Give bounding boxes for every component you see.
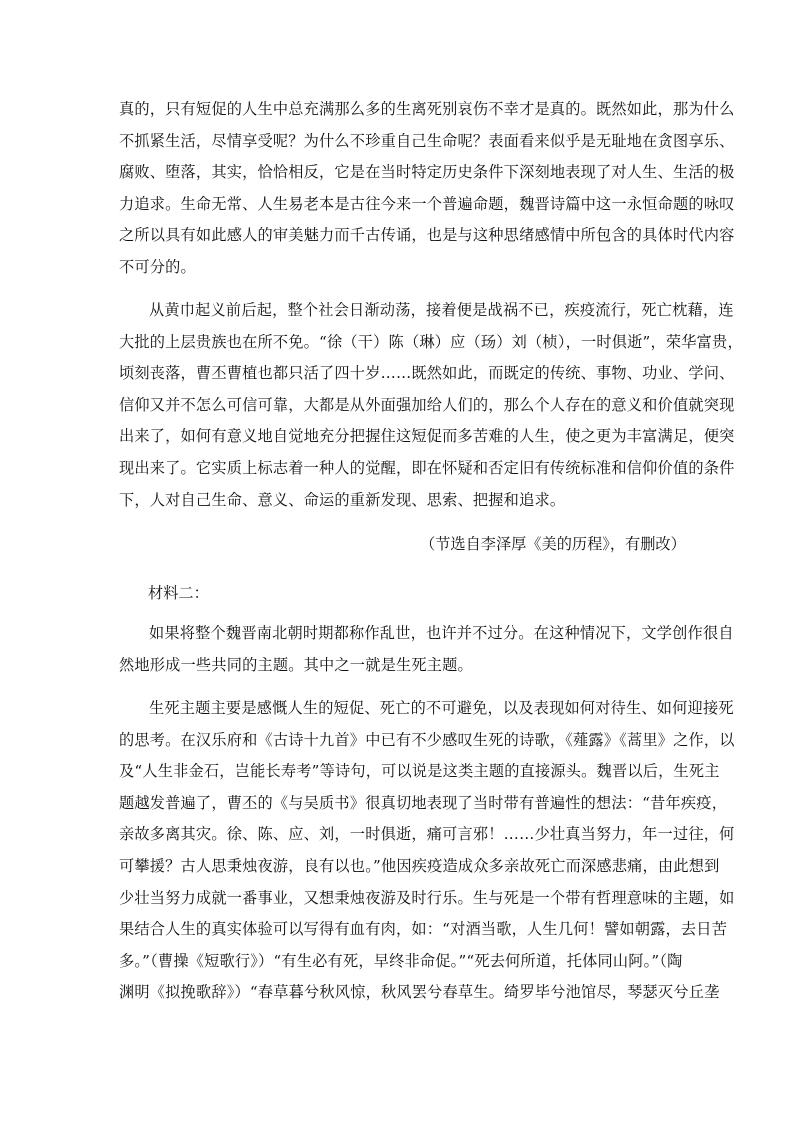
text-line: 腐败、堕落，其实，恰恰相反，它是在当时特定历史条件下深刻地表现了对人生、生活的极 <box>119 163 735 182</box>
text-line: 真的，只有短促的人生中总充满那么多的生离死别哀伤不幸才是真的。既然如此，那为什么 <box>119 100 735 118</box>
material-label: 材料二： <box>148 584 209 602</box>
text-line: 亲故多离其灾。徐、陈、应、刘，一时俱逝，痛可言邪！……少壮真当努力，年一过往，何 <box>119 825 735 844</box>
text-line: 的思考。在汉乐府和《古诗十九首》中已有不少感叹生死的诗歌，《薤露》《蒿里》之作，以 <box>119 730 735 749</box>
paragraph-2 <box>119 295 743 516</box>
text-line: 大批的上层贵族也在所不免。“徐（干）陈（琳）应（玚）刘（桢），一时俱逝”，荣华富贵， <box>119 332 743 351</box>
text-line: 果结合人生的真实体验可以写得有血有肉，如：“对酒当歌，人生几何！譬如朝露，去日苦 <box>119 920 728 939</box>
text-line: 从黄巾起义前后起，整个社会日渐动荡，接着便是战祸不已，疾疫流行，死亡枕藉，连 <box>149 301 734 319</box>
paragraph-1 <box>119 94 735 284</box>
text-line: 出来了，如何有意义地自觉地充分把握住这短促而多苦难的人生，使之更为丰富满足，便突 <box>119 427 735 446</box>
text-line: 可攀援？古人思秉烛夜游，良有以也。”他因疾疫造成众多亲故死亡而深感悲痛，由此想到 <box>119 856 720 875</box>
text-line: 不可分的。 <box>119 257 196 276</box>
text-line: 力追求。生命无常、人生易老本是古往今来一个普遍命题，魏晋诗篇中这一永恒命题的咏叹 <box>119 194 735 213</box>
text-line: 题越发普遍了，曹丕的《与吴质书》很真切地表现了当时带有普遍性的想法：“昔年疾疫， <box>119 793 728 812</box>
paragraph-3 <box>119 618 734 681</box>
text-line: 渊明《拟挽歌辞》）“春草暮兮秋风惊，秋风罢兮春草生。绮罗毕兮池馆尽，琴瑟灭兮丘垄 <box>119 983 720 1002</box>
paragraph-4 <box>119 693 735 1009</box>
text-line: 顷刻丧落，曹丕曹植也都只活了四十岁……既然如此，而既定的传统、事物、功业、学问、 <box>119 364 735 383</box>
source-citation: （节选自李泽厚《美的历程》，有删改） <box>420 535 686 553</box>
text-line: 然地形成一些共同的主题。其中之一就是生死主题。 <box>119 655 473 674</box>
text-line: 之所以具有如此感人的审美魅力而千古传诵，也是与这种思绪感情中所包含的具体时代内容 <box>119 226 735 245</box>
text-line: 多。”（曹操《短歌行》）“有生必有死，早终非命促。”“死去何所道，托体同山阿。”（陶 <box>119 951 683 970</box>
text-line: 生死主题主要是感慨人生的短促、死亡的不可避免，以及表现如何对待生、如何迎接死 <box>149 699 734 717</box>
text-line: 不抓紧生活，尽情享受呢？为什么不珍重自己生命呢？表面看来似乎是无耻地在贪图享乐、 <box>119 131 735 150</box>
text-line: 少壮当努力成就一番事业，又想秉烛夜游及时行乐。生与死是一个带有哲理意味的主题，如 <box>119 888 735 907</box>
text-line: 信仰又并不怎么可信可靠，大都是从外面强加给人们的，那么个人存在的意义和价值就突现 <box>119 395 735 414</box>
text-line: 如果将整个魏晋南北朝时期都称作乱世，也许并不过分。在这种情况下，文学创作很自 <box>149 624 734 642</box>
text-line: 及“人生非金石，岂能长寿考”等诗句，可以说是这类主题的直接源头。魏晋以后，生死主 <box>119 762 720 781</box>
text-line: 现出来了。它实质上标志着一种人的觉醒，即在怀疑和否定旧有传统标准和信仰价值的条件 <box>119 458 735 477</box>
text-line: 下，人对自己生命、意义、命运的重新发现、思索、把握和追求。 <box>119 490 566 509</box>
